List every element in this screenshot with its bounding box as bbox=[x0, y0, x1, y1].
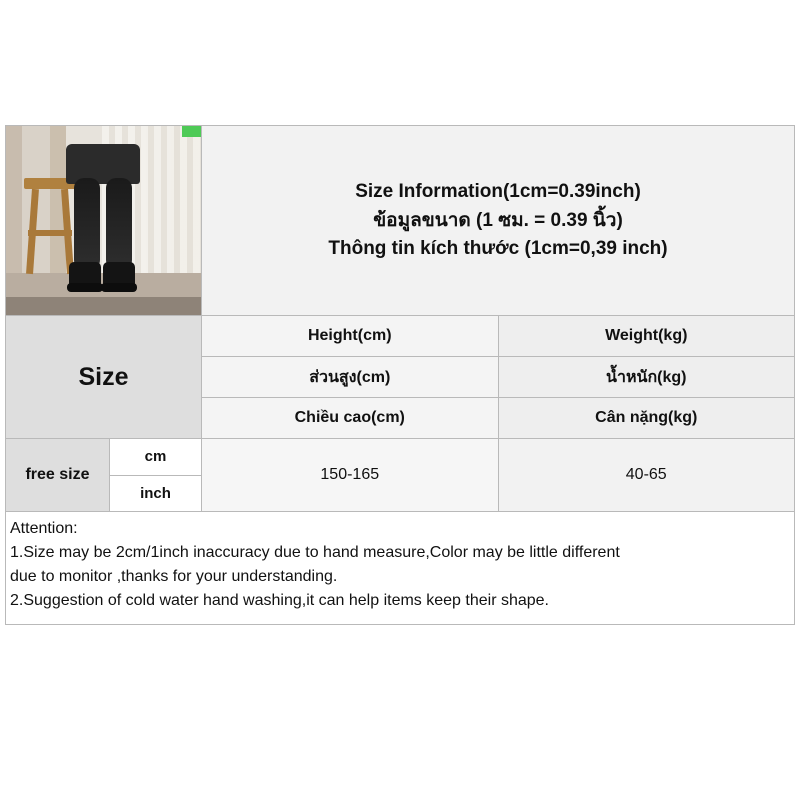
boot-sole-left bbox=[67, 283, 103, 292]
header-height-th: ส่วนสูง(cm) bbox=[202, 357, 499, 397]
header-line-thai bbox=[202, 356, 794, 397]
size-chart-sheet bbox=[5, 125, 795, 625]
unit-column bbox=[110, 439, 202, 511]
unit-cm: cm bbox=[110, 439, 201, 475]
title-thai: ข้อมูลขนาด (1 ซม. = 0.39 นิ้ว) bbox=[373, 209, 623, 231]
sock-right bbox=[106, 178, 132, 270]
row-size-label: free size bbox=[6, 439, 110, 511]
table-row bbox=[6, 438, 794, 511]
header-height-vi: Chiều cao(cm) bbox=[202, 398, 499, 438]
title-block bbox=[201, 126, 794, 315]
attention-heading: Attention: bbox=[10, 520, 78, 537]
floor-shadow-shape bbox=[6, 297, 201, 315]
header-columns bbox=[202, 316, 794, 438]
title-vietnamese: Thông tin kích thước (1cm=0,39 inch) bbox=[328, 238, 668, 260]
sock-left bbox=[74, 178, 100, 270]
skirt-shape bbox=[66, 144, 140, 184]
header-line-vietnamese bbox=[202, 397, 794, 438]
green-marker-icon bbox=[182, 126, 201, 137]
header-weight-vi: Cân nặng(kg) bbox=[499, 398, 795, 438]
header-weight-en: Weight(kg) bbox=[499, 316, 795, 356]
boot-left bbox=[69, 262, 101, 292]
attention-block bbox=[6, 511, 794, 624]
header-weight-th: น้ำหนัก(kg) bbox=[499, 357, 795, 397]
header-height-en: Height(cm) bbox=[202, 316, 499, 356]
boot-sole-right bbox=[101, 283, 137, 292]
size-label-cell: Size bbox=[6, 316, 202, 438]
model-legs bbox=[60, 144, 144, 294]
column-header-row bbox=[6, 315, 794, 438]
product-photo bbox=[6, 126, 201, 315]
value-height: 150-165 bbox=[202, 439, 499, 511]
attention-line-3: 2.Suggestion of cold water hand washing,it can help items keep their shape. bbox=[10, 592, 549, 610]
title-english: Size Information(1cm=0.39inch) bbox=[355, 180, 641, 202]
header-line-english bbox=[202, 316, 794, 356]
boot-right bbox=[103, 262, 135, 292]
attention-line-2: due to monitor ,thanks for your understanding. bbox=[10, 568, 338, 586]
header-row bbox=[6, 126, 794, 315]
value-weight: 40-65 bbox=[499, 439, 795, 511]
unit-inch: inch bbox=[110, 475, 201, 512]
attention-line-1: 1.Size may be 2cm/1inch inaccuracy due to hand measure,Color may be little different bbox=[10, 544, 620, 562]
